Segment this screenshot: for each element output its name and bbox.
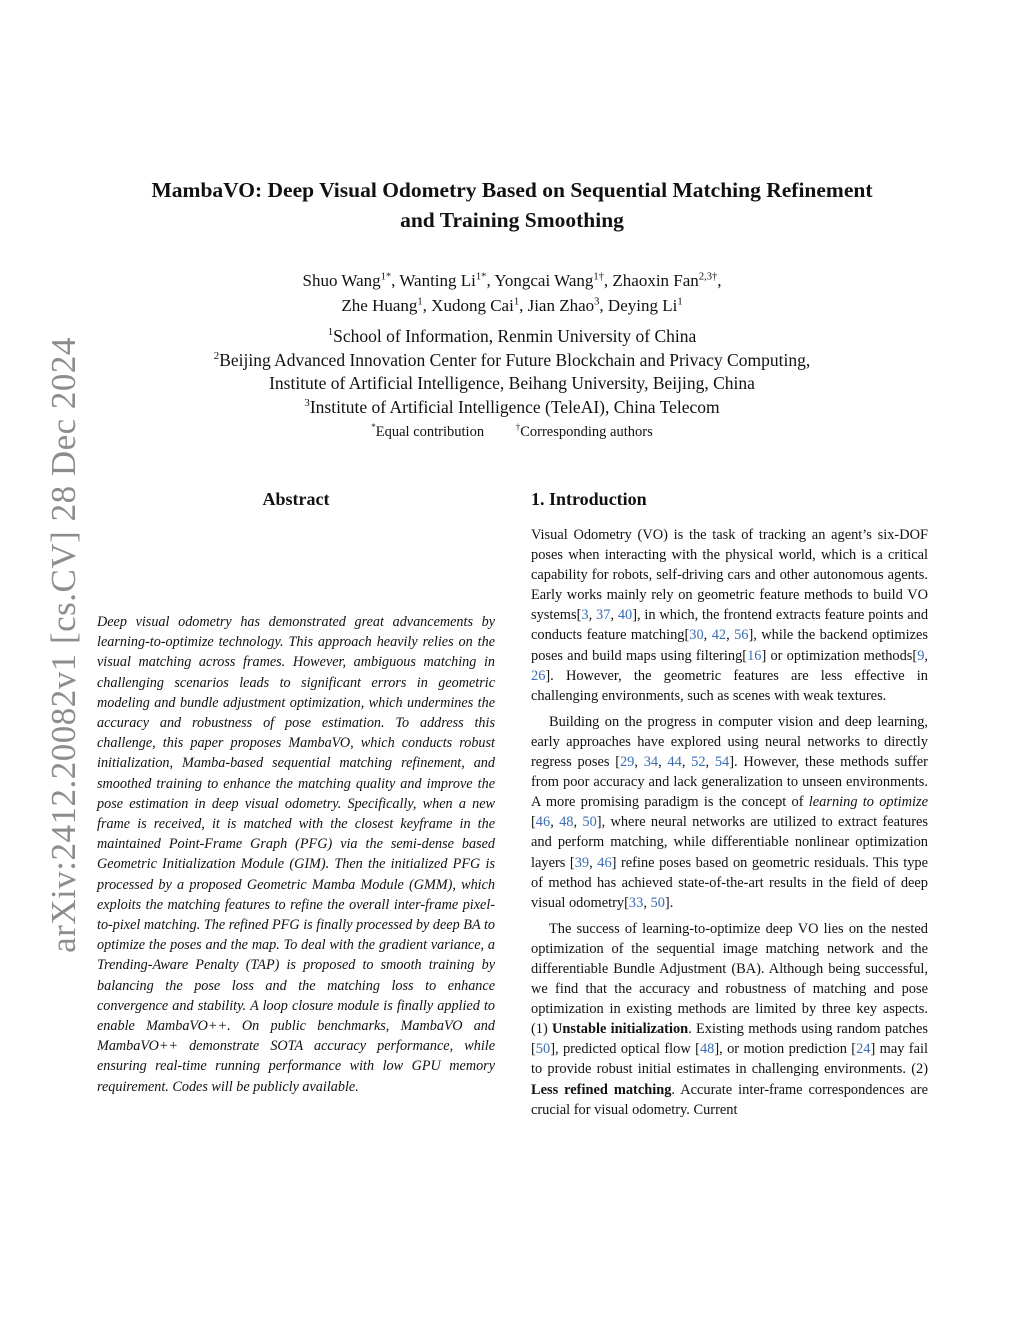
author-notes [200, 422, 824, 442]
citation-link[interactable]: 50 [650, 894, 665, 911]
citation-link[interactable]: 24 [856, 1041, 871, 1058]
introduction-paragraph [531, 919, 928, 1120]
author-name: Deying Li [607, 296, 678, 315]
citation-link[interactable]: 42 [711, 627, 727, 644]
affiliation-sup: 2 [213, 349, 220, 362]
paragraph-text: , [658, 754, 668, 771]
author-separator: , [391, 271, 400, 290]
paper-title [100, 175, 924, 235]
paragraph-text: , [726, 627, 735, 644]
note-sup: * [371, 422, 376, 433]
citation-link[interactable]: 16 [747, 647, 762, 664]
author-separator: , [519, 296, 528, 315]
note-text: Equal contribution [375, 424, 485, 440]
citation-link[interactable]: 40 [617, 607, 633, 624]
citation-link[interactable]: 39 [574, 854, 590, 871]
bold-term: Less refined matching [531, 1081, 672, 1098]
paragraph-text: [ [531, 814, 536, 831]
introduction-body [531, 525, 928, 1126]
paragraph-text: Building on the progress in computer vision and deep learning, early approaches have explored using neural networks to directly regress poses [ [531, 713, 928, 771]
paragraph-text: , [610, 607, 618, 624]
affiliation-item [100, 396, 924, 420]
author-name: Xudong Cai [431, 296, 514, 315]
paragraph-text: , [924, 647, 928, 664]
paragraph-text: ], in which, the frontend extracts feature points and conducts feature matching[ [531, 607, 929, 644]
paragraph-text: , [634, 754, 644, 771]
paragraph-text: ], or motion prediction [ [714, 1041, 857, 1058]
author-affil-sup: 1 [677, 296, 683, 308]
affiliation-sup: 1 [327, 326, 334, 339]
paragraph-text: , [703, 627, 712, 644]
paragraph-text: ] refine poses based on geometric residuals. This type of method has achieved state-of-the-art results in the field of deep visual odometry[ [531, 854, 928, 911]
title-line-1: MambaVO: Deep Visual Odometry Based on Sequential Matching Refinement [151, 178, 873, 202]
arxiv-identifier: arXiv:2412.20082v1 [cs.CV] 28 Dec 2024 [44, 337, 83, 953]
affiliation-sup: 3 [304, 396, 310, 409]
author-separator: , [422, 296, 432, 315]
citation-link[interactable]: 3 [581, 607, 589, 624]
affiliation-item [100, 372, 924, 396]
author-name: Jian Zhao [527, 296, 595, 315]
paragraph-text: ]. However, the geometric features are less effective in challenging environments, such as scenes with weak textures. [531, 667, 928, 704]
affiliation-list [100, 325, 924, 419]
paragraph-text: , [705, 754, 715, 771]
paragraph-text: , [573, 814, 583, 831]
emphasis-term: learning to optimize [808, 794, 929, 811]
bold-term: Unstable initialization [552, 1021, 689, 1038]
affiliation-text: School of Information, Renmin University of China [333, 326, 697, 346]
paragraph-text: ] may fail to provide robust initial estimates in challenging environments. (2) [531, 1041, 928, 1078]
citation-link[interactable]: 46 [597, 854, 612, 871]
citation-link[interactable]: 34 [643, 754, 659, 771]
citation-link[interactable]: 54 [714, 754, 730, 771]
citation-link[interactable]: 33 [628, 894, 644, 911]
paragraph-text: . Accurate inter-frame correspondences are crucial for visual odometry. Current [531, 1081, 928, 1118]
citation-link[interactable]: 52 [691, 754, 706, 771]
author-name: Zhe Huang [341, 296, 418, 315]
paragraph-text: . Existing methods using random patches [ [531, 1021, 928, 1058]
citation-link[interactable]: 37 [596, 607, 611, 624]
citation-link[interactable]: 44 [667, 754, 682, 771]
title-line-2: and Training Smoothing [400, 208, 624, 232]
citation-link[interactable]: 56 [734, 627, 749, 644]
affiliation-text: Institute of Artificial Intelligence (TeleAI), China Telecom [309, 396, 720, 417]
abstract-heading: Abstract [262, 489, 330, 509]
author-line-1 [150, 268, 874, 293]
author-line-2 [150, 293, 874, 318]
paragraph-text: , [681, 754, 692, 771]
paragraph-text: , [550, 814, 560, 831]
author-affil-sup: 3 [594, 296, 600, 308]
paragraph-text: ], while the backend optimizes poses and build maps using filtering[ [531, 627, 928, 664]
introduction-paragraph [531, 712, 928, 913]
note-text: Corresponding authors [520, 424, 653, 440]
introduction-heading: 1. Introduction [531, 489, 647, 509]
citation-link[interactable]: 50 [582, 814, 597, 831]
paragraph-text: ], where neural networks are utilized to extract features and perform matching, while differentiable nonlinear optimization layers [ [531, 814, 928, 871]
citation-link[interactable]: 26 [531, 667, 546, 684]
paragraph-text: , [643, 894, 651, 911]
author-affil-sup: 1 [417, 296, 423, 308]
author-separator: , [599, 296, 608, 315]
paragraph-text: , [588, 607, 596, 624]
citation-link[interactable]: 48 [699, 1041, 715, 1058]
note-sup: † [515, 422, 521, 433]
paragraph-text: Visual Odometry (VO) is the task of tracking an agent’s six-DOF poses when interacting with the physical world, which is a critical capability for robots, self-driving cars and other autonomous agents. Early works mainly rely on geometric feature methods to build VO systems[ [531, 527, 928, 624]
citation-link[interactable]: 30 [689, 627, 704, 644]
affiliation-item [100, 349, 924, 373]
abstract-text: Deep visual odometry has demonstrated great advancements by learning-to-optimize technology. This approach heavily relies on the visual matching across frames. However, ambiguous matching in challenging scenarios leads to significant errors in geometric modeling and bundle adjustment optimization, which undermines the accuracy and robustness of pose estimation. To address this challenge, this paper proposes MambaVO, which conducts robust initialization, Mamba-based sequential matching refinement, and smoothed training to enhance the matching quality and improve the pose estimation in deep visual odometry. Specifically, when a new frame is received, it is matched with the closest keyframe in the maintained Point-Frame Graph (PFG) via the semi-dense based Geometric Initialization Module (GIM). Then the initialized PFG is processed by a proposed Geometric Mamba Module (GMM), which exploits the matching features to refine the overall inter-frame pixel-to-pixel matching. The refined PFG is finally processed by deep BA to optimize the poses and the map. To deal with the gradient variance, a Trending-Aware Penalty (TAP) is proposed to smooth training by balancing the pose loss and the matching loss to enhance convergence and stability. A loop closure module is finally applied to enable MambaVO++. On public benchmarks, MambaVO and MambaVO++ demonstrate SOTA accuracy performance, while ensuring real-time running performance with low GPU memory requirement. Codes will be publicly available. [97, 614, 495, 1095]
paragraph-text: ]. [664, 894, 674, 911]
corresponding-author-note [516, 424, 653, 440]
paragraph-text: The success of learning-to-optimize deep VO lies on the nested optimization of the sequential image matching network and the differentiable Bundle Adjustment (BA). Although being successful, we find that the accuracy and robustness of matching and pose optimization in existing methods are limited by three key aspects. (1) [531, 920, 928, 1038]
author-affil-sup: 1† [593, 271, 604, 283]
author-affil-sup: 1 [513, 296, 520, 308]
affiliation-item [100, 325, 924, 349]
author-affil-sup: 1* [380, 271, 392, 283]
introduction-paragraph [531, 525, 928, 706]
paragraph-text: , [589, 854, 598, 871]
author-name: Wanting Li [399, 271, 476, 290]
author-name: Yongcai Wang [494, 271, 594, 290]
citation-link[interactable]: 46 [535, 814, 551, 831]
author-name: Shuo Wang [302, 271, 381, 290]
author-separator: , [603, 271, 613, 290]
author-separator: , [717, 271, 722, 290]
paragraph-text: ] or optimization methods[ [761, 647, 918, 664]
affiliation-text: Beijing Advanced Innovation Center for Future Blockchain and Privacy Computing, [219, 349, 811, 370]
citation-link[interactable]: 50 [535, 1041, 551, 1058]
citation-link[interactable]: 29 [619, 754, 635, 771]
citation-link[interactable]: 9 [917, 647, 925, 664]
author-separator: , [486, 271, 495, 290]
paragraph-text: ], predicted optical flow [ [550, 1041, 700, 1058]
citation-link[interactable]: 48 [559, 814, 574, 831]
author-affil-sup: 1* [475, 271, 487, 283]
author-name: Zhaoxin Fan [612, 271, 699, 290]
paragraph-text: ]. However, these methods suffer from poor accuracy and lack generalization to unseen environments. A more promising paradigm is the concept of [531, 754, 928, 811]
equal-contribution-note [371, 424, 484, 440]
affiliation-text: Institute of Artificial Intelligence, Beihang University, Beijing, China [269, 373, 755, 393]
author-list [150, 268, 874, 318]
author-affil-sup: 2,3† [698, 271, 718, 283]
